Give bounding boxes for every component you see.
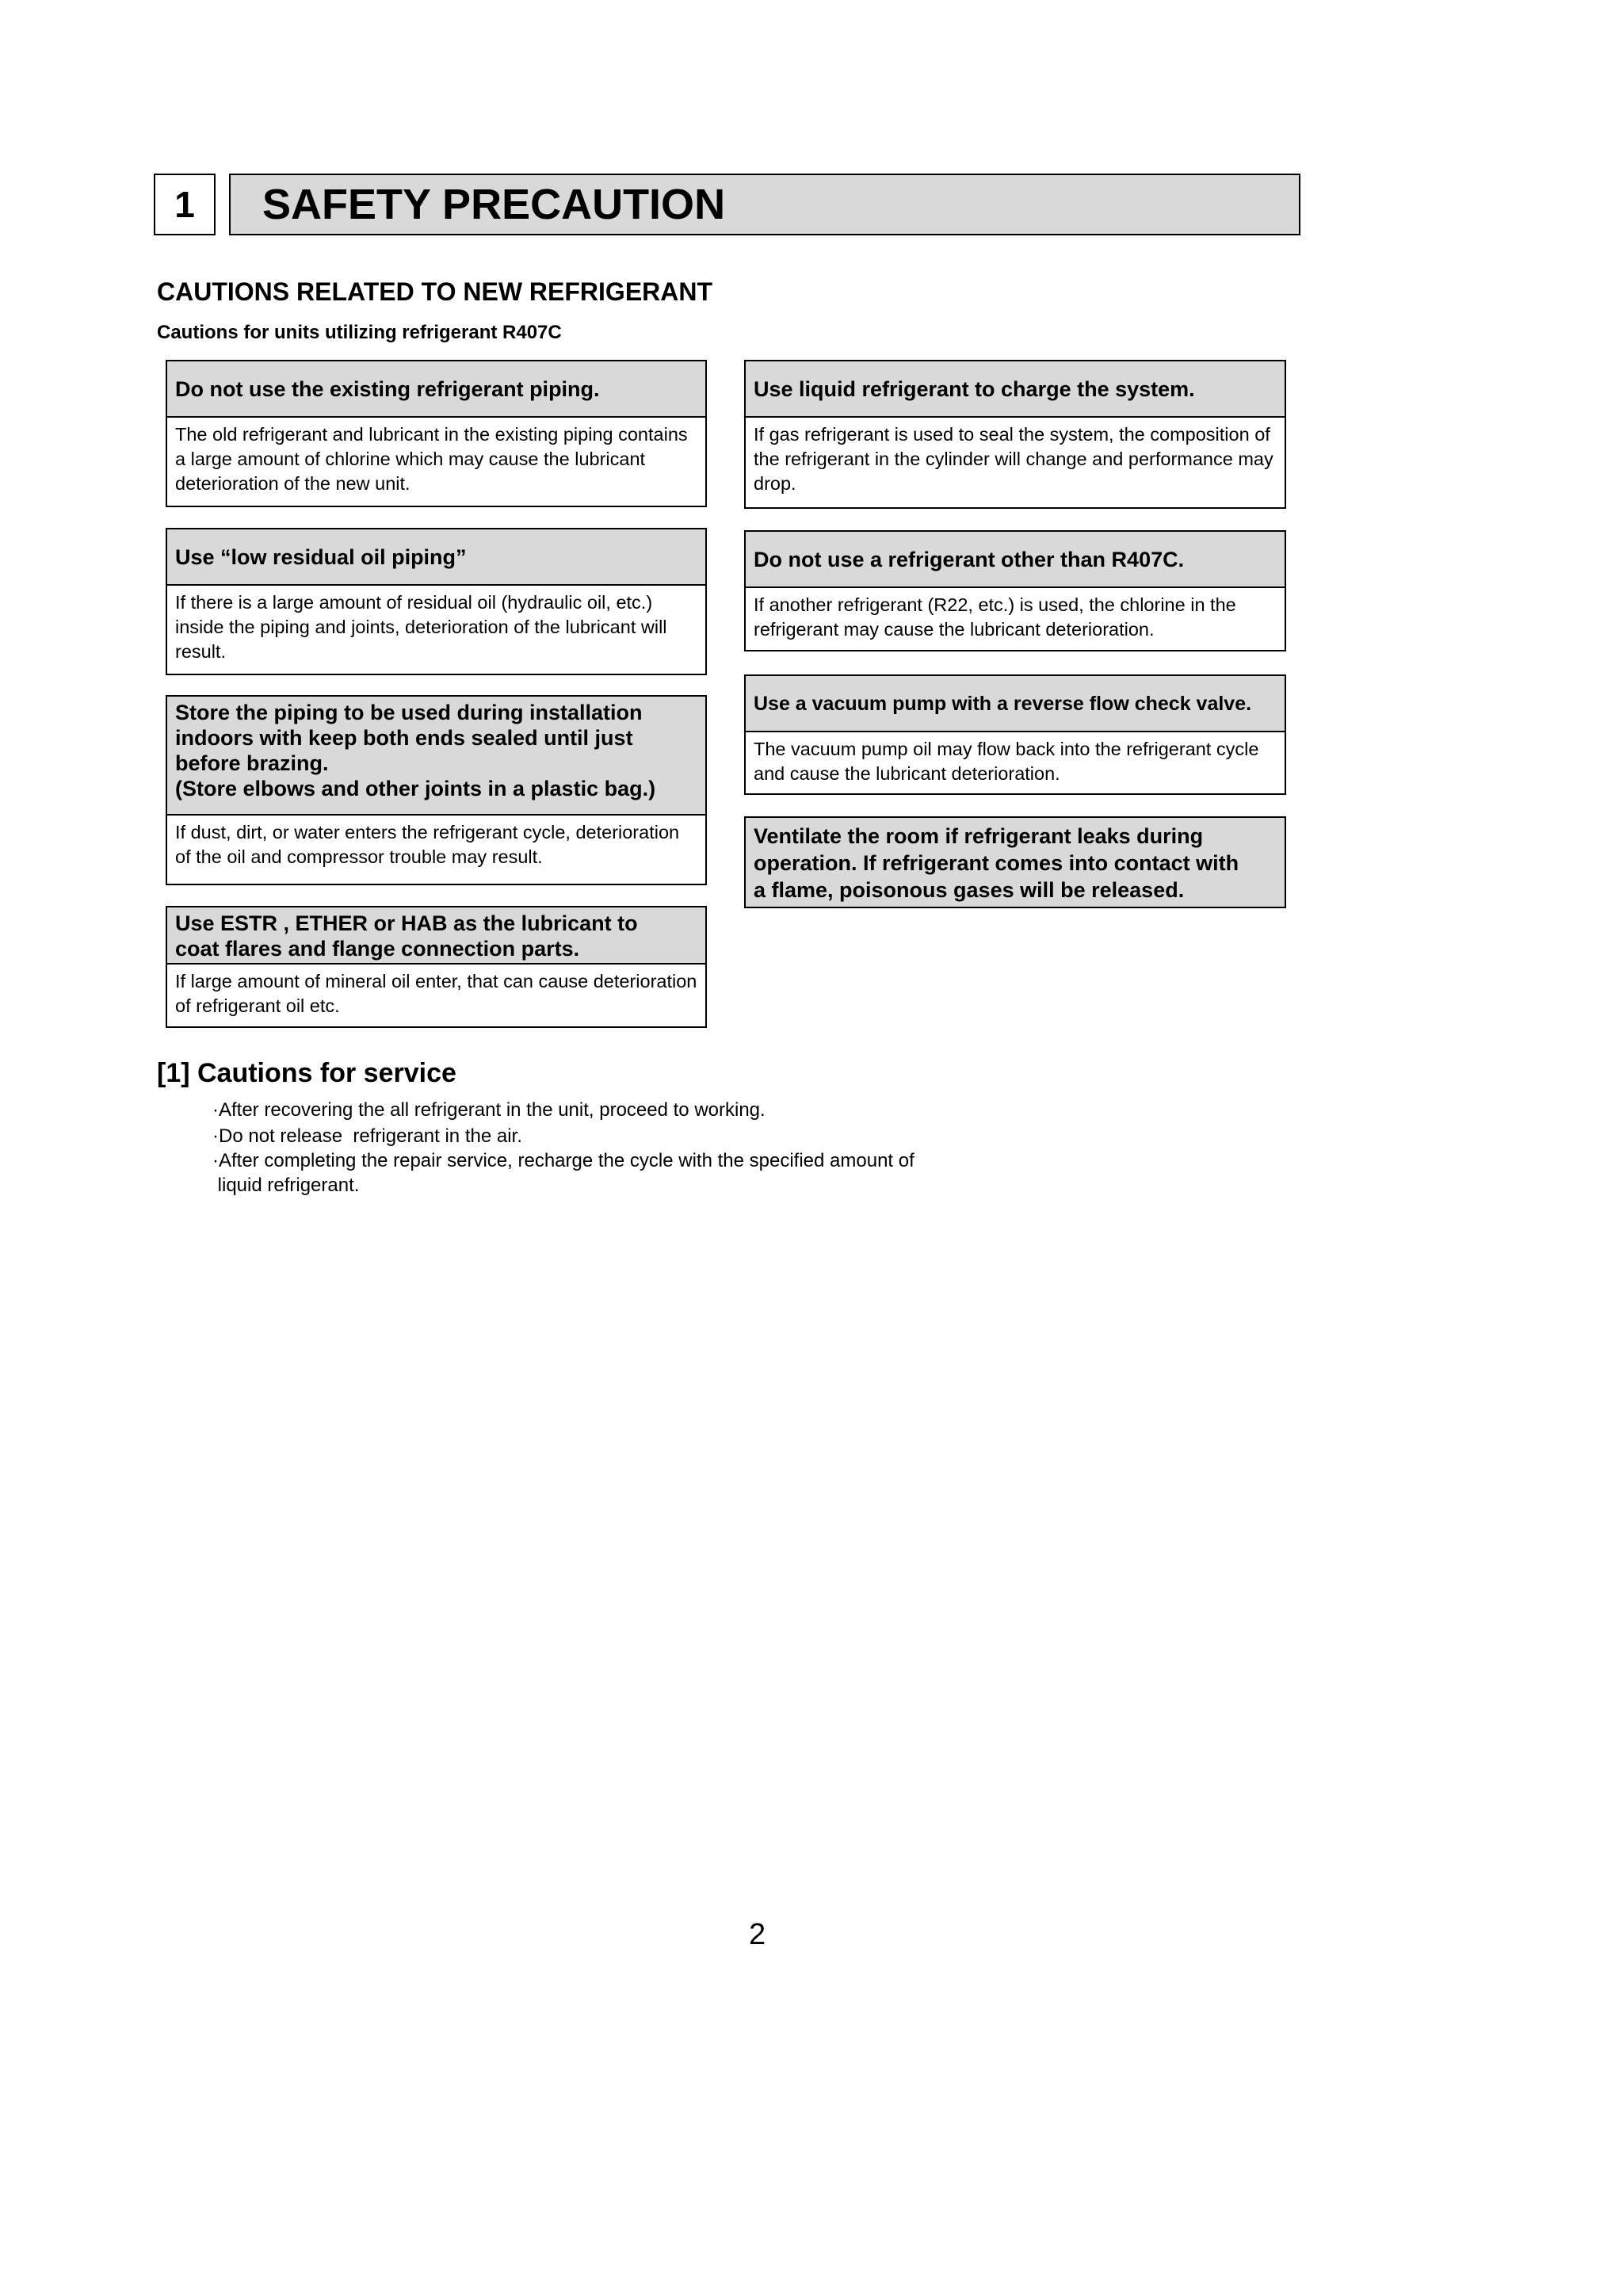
caution-box-lubricant [166, 906, 707, 1028]
caution-box-store-piping [166, 695, 707, 885]
section-title: SAFETY PRECAUTION [229, 174, 1300, 235]
caution-box-title: Use “low residual oil piping” [167, 529, 705, 586]
caution-box-body: If there is a large amount of residual oil (hydraulic oil, etc.) inside the piping and joints, deterioration of the lubricant will result. [175, 592, 667, 662]
caution-title-line: operation. If refrigerant comes into contact with [754, 851, 1239, 875]
caution-box-body: If large amount of mineral oil enter, that can cause deterioration of refrigerant oil etc. [175, 971, 697, 1016]
caution-title-line: Store the piping to be used during installation [175, 701, 643, 724]
caution-title-line: indoors with keep both ends sealed until just [175, 726, 633, 750]
caution-title-line: coat flares and flange connection parts. [175, 937, 580, 961]
caution-box-vacuum-pump [744, 674, 1286, 795]
caution-title-line: (Store elbows and other joints in a plastic bag.) [175, 777, 656, 800]
page-number: 2 [749, 1918, 766, 1951]
service-item: ·After completing the repair service, recharge the cycle with the specified amount of [212, 1150, 915, 1171]
caution-box-title [167, 697, 705, 816]
caution-box-body: If gas refrigerant is used to seal the system, the composition of the refrigerant in the cylinder will change and performance may drop. [754, 424, 1273, 494]
service-item: ·After recovering the all refrigerant in the unit, proceed to working. [212, 1099, 766, 1121]
caution-title-line: a flame, poisonous gases will be released. [754, 878, 1185, 902]
caution-title-line: before brazing. [175, 751, 329, 775]
service-item: liquid refrigerant. [212, 1175, 360, 1196]
caution-box-low-residual-oil [166, 528, 707, 675]
caution-box-ventilate [744, 816, 1286, 908]
caution-box-title: Do not use the existing refrigerant piping. [167, 361, 705, 418]
caution-box-title: Use liquid refrigerant to charge the system. [746, 361, 1285, 418]
caution-box-title [746, 818, 1285, 907]
service-item: ·Do not release refrigerant in the air. [212, 1125, 522, 1147]
caution-box-body: If dust, dirt, or water enters the refrigerant cycle, deterioration of the oil and compressor trouble may result. [175, 822, 680, 867]
page-subheading: Cautions for units utilizing refrigerant R407C [157, 322, 562, 343]
section-number: 1 [154, 174, 216, 235]
caution-title-line: Use ESTR , ETHER or HAB as the lubricant to [175, 911, 638, 935]
caution-box-title: Do not use a refrigerant other than R407C. [746, 532, 1285, 588]
caution-box-body: If another refrigerant (R22, etc.) is used, the chlorine in the refrigerant may cause the lubricant deterioration. [754, 594, 1236, 640]
caution-box-liquid-refrigerant [744, 360, 1286, 509]
caution-title-line: Ventilate the room if refrigerant leaks during [754, 824, 1204, 848]
caution-box-body: The vacuum pump oil may flow back into the refrigerant cycle and cause the lubricant deterioration. [754, 739, 1259, 784]
page-heading: CAUTIONS RELATED TO NEW REFRIGERANT [157, 277, 713, 306]
service-title: [1] Cautions for service [157, 1058, 456, 1088]
caution-box-title [167, 907, 705, 965]
caution-box-title: Use a vacuum pump with a reverse flow check valve. [746, 676, 1285, 732]
caution-box-other-refrigerant [744, 530, 1286, 651]
caution-box-existing-piping [166, 360, 707, 507]
caution-box-body: The old refrigerant and lubricant in the existing piping contains a large amount of chlorine which may cause the lubricant deterioration of the new unit. [175, 424, 688, 494]
